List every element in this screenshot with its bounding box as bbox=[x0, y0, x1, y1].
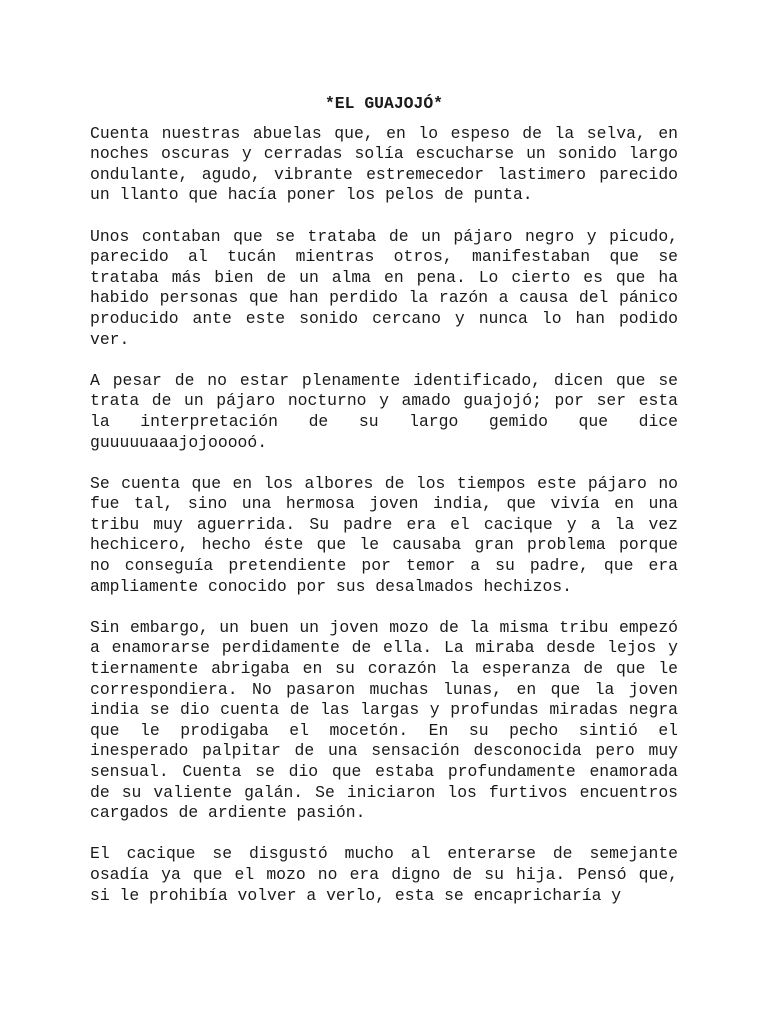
paragraph-1: Cuenta nuestras abuelas que, en lo espeso de la selva, en noches oscuras y cerradas solía escucharse un sonido largo ondulante, agudo, vibrante estremecedor lastimero parecido un llanto que hacía poner los pelos de punta. bbox=[90, 123, 678, 205]
paragraph-2: Unos contaban que se trataba de un pájaro negro y picudo, parecido al tucán mientras otros, manifestaban que se trataba más bien de un alma en pena. Lo cierto es que ha habido personas que han perdido la razón a causa del pánico producido ante este sonido cercano y nunca lo han podido ver. bbox=[90, 226, 678, 349]
document-title: *EL GUAJOJÓ* bbox=[324, 94, 444, 113]
paragraph-3: A pesar de no estar plenamente identificado, dicen que se trata de un pájaro nocturno y amado guajojó; por ser esta la interpretación de su largo gemido que dice guuuuuaaajojooooó. bbox=[90, 370, 678, 452]
paragraph-6: El cacique se disgustó mucho al enterarse de semejante osadía ya que el mozo no era digno de su hija. Pensó que, si le prohibía volver a verlo, esta se encapricharía y bbox=[90, 844, 678, 905]
paragraph-5: Sin embargo, un buen un joven mozo de la misma tribu empezó a enamorarse perdidamente de ella. La miraba desde lejos y tiernamente abrigaba en su corazón la esperanza de que le correspondiera. No pasaron muchas lunas, en que la joven india se dio cuenta de las largas y profundas miradas negra que le prodigaba el mocetón. En su pecho sintió el inesperado palpitar de una sensación desconocida pero muy sensual. Cuenta se dio que estaba profundamente enamorada de su valiente galán. Se iniciaron los furtivos encuentros cargados de ardiente pasión. bbox=[90, 617, 678, 823]
document-page bbox=[90, 94, 678, 927]
paragraph-4: Se cuenta que en los albores de los tiempos este pájaro no fue tal, sino una hermosa joven india, que vivía en una tribu muy aguerrida. Su padre era el cacique y a la vez hechicero, hecho éste que le causaba gran problema porque no conseguía pretendiente por temor a su padre, que era ampliamente conocido por sus desalmados hechizos. bbox=[90, 473, 678, 596]
